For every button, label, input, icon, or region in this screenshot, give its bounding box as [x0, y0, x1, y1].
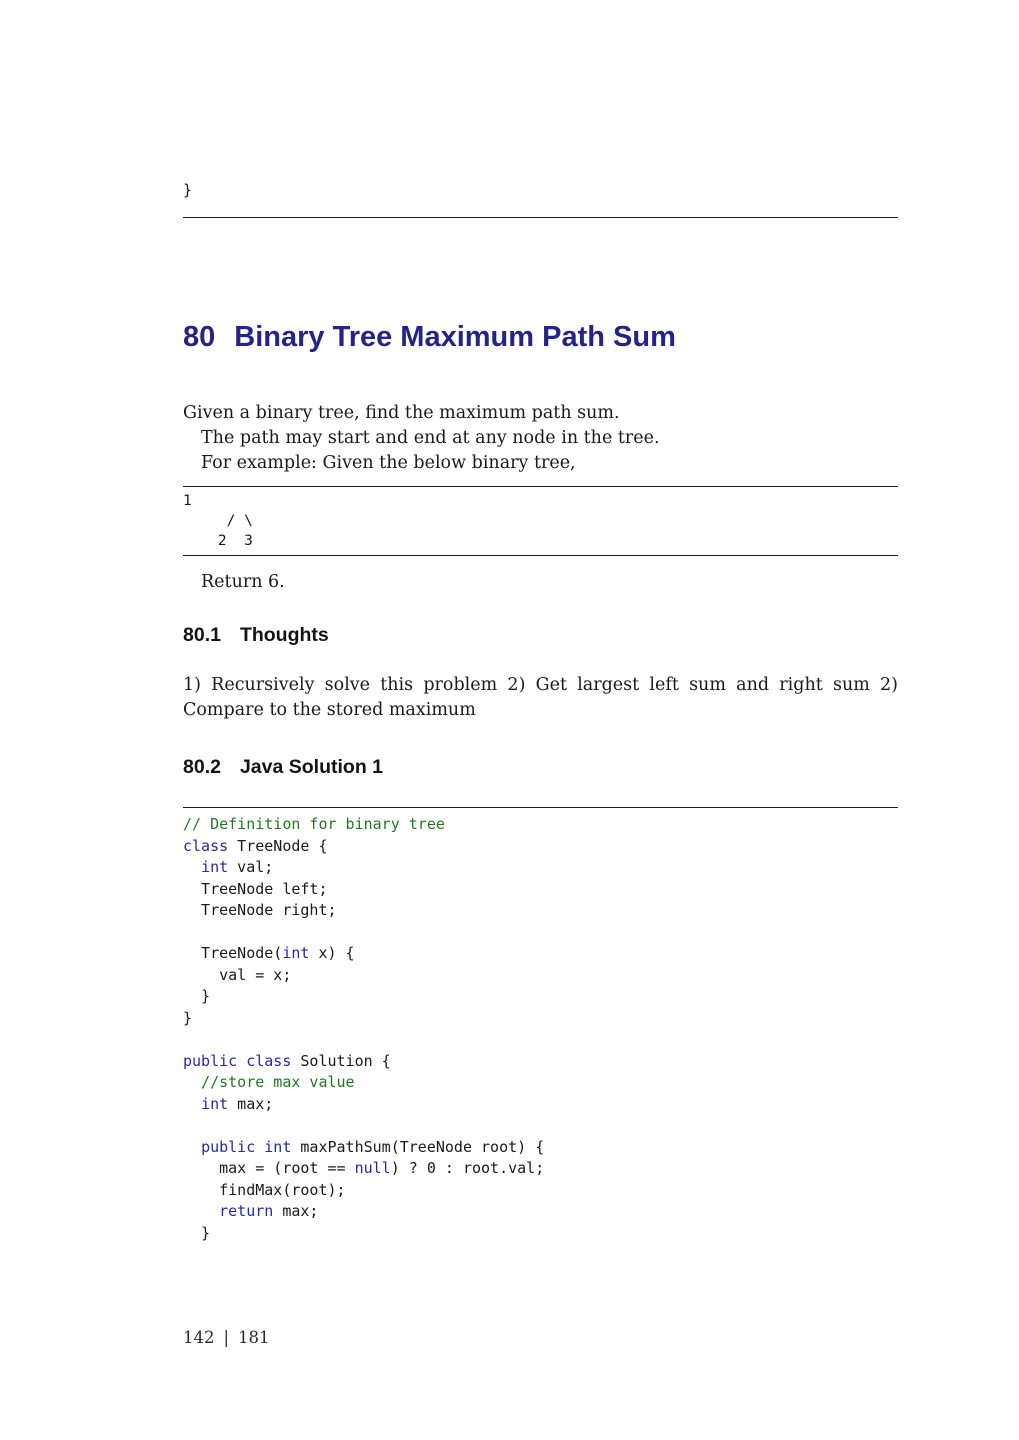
section-number: 80.2 [183, 756, 221, 778]
tree-code-block [183, 486, 898, 556]
page-number: 142 [183, 1328, 215, 1347]
tree-code-lines: 1 / \ 2 3 [183, 493, 253, 549]
total-pages: 181 [238, 1328, 270, 1347]
chapter-heading [183, 320, 898, 355]
intro-line-2: The path may start and end at any node in the tree. [201, 428, 660, 448]
return-text: Return 6. [201, 572, 285, 592]
horizontal-rule-top [183, 217, 898, 218]
section-heading-thoughts [183, 623, 898, 647]
previous-code-closing-brace: } [183, 181, 193, 199]
section-title: Java Solution 1 [239, 756, 383, 778]
intro-line-1: Given a binary tree, find the maximum path sum. [183, 403, 620, 423]
page-content [183, 0, 898, 1244]
footer-separator: | [223, 1328, 230, 1347]
intro-line-3: For example: Given the below binary tree, [201, 453, 576, 473]
section-title: Thoughts [239, 624, 329, 646]
section-heading-java-solution [183, 755, 898, 779]
chapter-number: 80 [183, 321, 216, 353]
java-code-lines: // Definition for binary tree class TreeNode { int val; TreeNode left; TreeNode right; TreeNode(int x) { val = x; } } public class Solution { //store max value int max; public int maxPathSum(TreeNode root) { max = (root == null) ? 0 : root.val; findMax(root); return max; } [183, 815, 545, 1242]
thoughts-paragraph: 1) Recursively solve this problem 2) Get largest left sum and right sum 2) Compare to the stored maximum [183, 675, 898, 720]
section-number: 80.1 [183, 624, 221, 646]
chapter-title: Binary Tree Maximum Path Sum [234, 321, 676, 353]
page-footer [183, 1328, 270, 1347]
java-code-block [183, 807, 898, 1244]
intro-paragraph [183, 401, 898, 476]
